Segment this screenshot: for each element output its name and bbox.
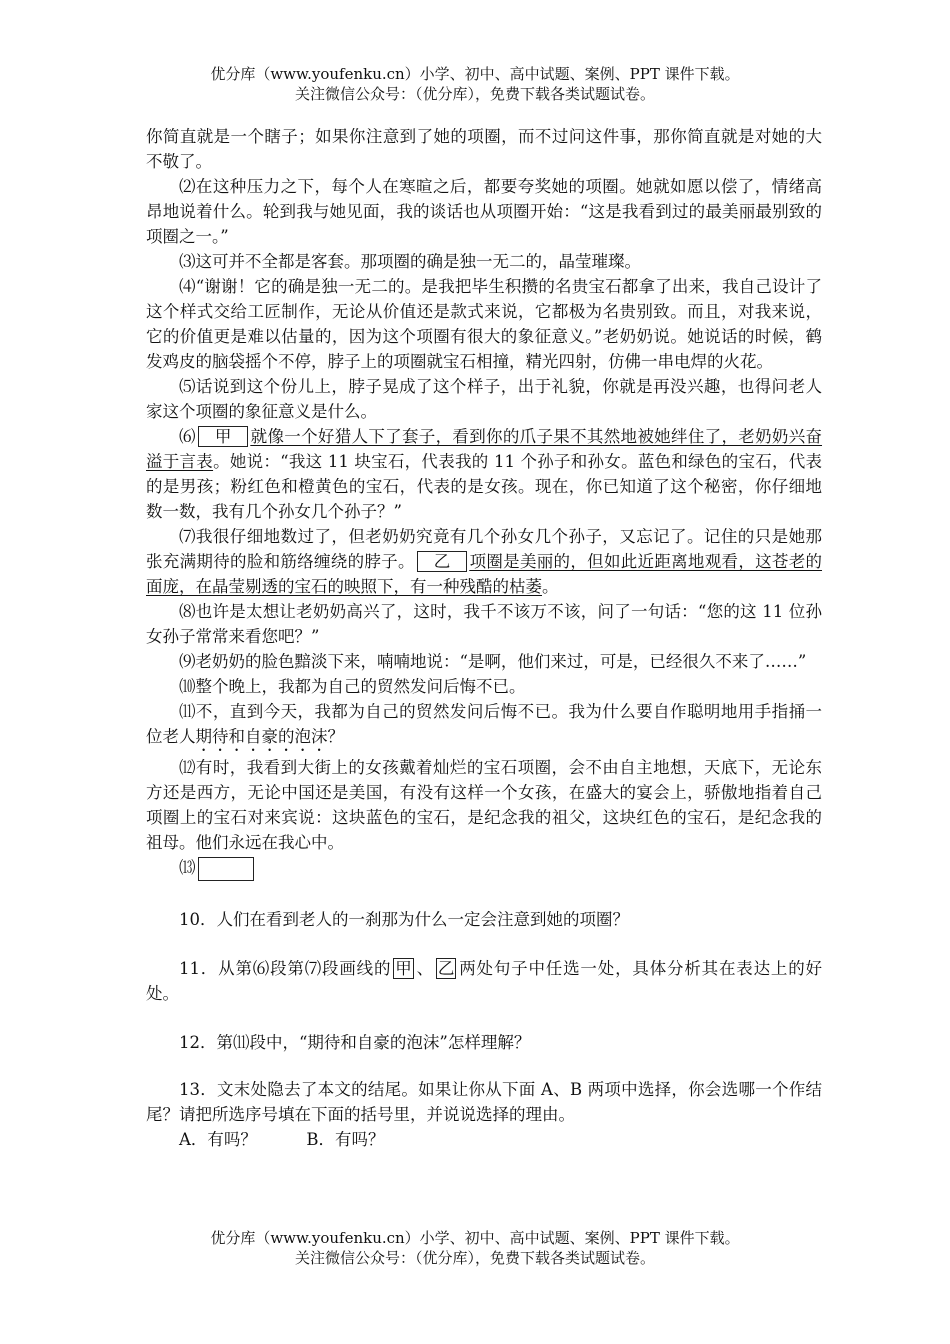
passage-body	[146, 124, 822, 1152]
paragraph-11	[146, 699, 822, 755]
label-box-jia-ref: 甲	[395, 958, 412, 978]
paragraph-9: ⑼老奶奶的脸色黯淡下来，喃喃地说：“是啊，他们来过，可是，已经很久不来了……”	[179, 652, 807, 671]
header-line-1: 优分库（www.youfenku.cn）小学、初中、高中试题、案例、PPT 课件下载。	[210, 65, 740, 83]
paragraph-10: ⑽整个晚上，我都为自己的贸然发问后悔不已。	[179, 677, 526, 696]
question-11-text: 11．从第⑹段第⑺段画线的	[179, 958, 392, 978]
question-13: 13．文末处隐去了本文的结尾。如果让你从下面 A、B 两项中选择，你会选哪一个作结尾？请把所选序号填在下面的括号里，并说说选择的理由。	[146, 1079, 822, 1124]
question-11	[146, 956, 822, 1006]
label-box-yi-ref: 乙	[437, 958, 455, 978]
underlined-sentence-yi: 项圈是美丽的，但如此近距离地观看，这苍老的面庞，在晶莹剔透的宝石的映照下，有一种残酷的枯萎	[146, 552, 823, 596]
paragraph-6	[146, 424, 822, 524]
question-11-rest: 两处句子中任选一处，具体分析其在表达上的好处。	[146, 958, 823, 1003]
paragraph-7-end: 。	[542, 577, 559, 596]
question-13-options: A．有吗？ B．有吗？	[179, 1129, 385, 1149]
footer-line-1: 优分库（www.youfenku.cn）小学、初中、高中试题、案例、PPT 课件下载。	[210, 1229, 740, 1247]
question-11-separator: 、	[415, 958, 434, 978]
paragraph-4: ⑷“谢谢！它的确是独一无二的。是我把毕生积攒的名贵宝石都拿了出来，我自己设计了这个样式交给工匠制作，无论从价值还是款式来说，它都极为名贵别致。而且，对我来说，它的价值更是难以估量的，因为这个项圈有很大的象征意义。”老奶奶说。她说话的时候，鹤发鸡皮的脑袋摇个不停，脖子上的项圈就宝石相撞，精光四射，仿佛一串电焊的火花。	[146, 277, 822, 371]
hidden-ending-box	[198, 857, 254, 881]
paragraph-7	[146, 524, 822, 599]
header-line-2: 关注微信公众号：（优分库），免费下载各类试题试卷。	[294, 85, 655, 103]
paragraph-2: ⑵在这种压力之下，每个人在寒暄之后，都要夸奖她的项圈。她就如愿以偿了，情绪高昂地说着什么。轮到我与她见面，我的谈话也从项圈开始：“这是我看到过的最美丽最别致的项圈之一。”	[146, 177, 822, 246]
paragraph-5: ⑸话说到这个份儿上，脖子晃成了这个样子，出于礼貌，你就是再没兴趣，也得问老人家这个项圈的象征意义是什么。	[146, 377, 822, 421]
label-box-jia: 甲	[198, 426, 249, 447]
paragraph-6-rest: 。她说：“我这 11 块宝石，代表我的 11 个孙子和孙女。蓝色和绿色的宝石，代表的是男孩；粉红色和橙黄色的宝石，代表的是女孩。现在，你已知道了这个秘密，你仔细地数一数，我有几个孙女几个孙子？”	[146, 452, 823, 521]
emphasized-phrase: 期待和自豪的泡沫	[195, 727, 328, 746]
paragraph-7-text: ⑺我很仔细地数过了，但老奶奶究竟有几个孙女几个孙子，又忘记了。记住的只是她那张充满期待的脸和筋络缠绕的脖子。	[146, 527, 822, 571]
paragraph-11-text: ⑾不，直到今天，我都为自己的贸然发问后悔不已。我为什么要自作聪明地用手指捅一位老人	[146, 702, 822, 746]
page-footer	[0, 1228, 950, 1268]
paragraph-12: ⑿有时，我看到大街上的女孩戴着灿烂的宝石项圈，会不由自主地想，天底下，无论东方还是西方，无论中国还是美国，有没有这样一个女孩，在盛大的宴会上，骄傲地指着自己项圈上的宝石对来宾说：这块蓝色的宝石，是纪念我的祖父，这块红色的宝石，是纪念我的祖母。他们永远在我心中。	[146, 758, 822, 852]
paragraph-13	[146, 855, 822, 881]
paragraph-11-end: ？	[327, 727, 344, 746]
page-header	[0, 64, 950, 104]
footer-line-2: 关注微信公众号：（优分库），免费下载各类试题试卷。	[294, 1249, 655, 1267]
paragraph-13-number: ⒀	[179, 858, 196, 877]
paragraph-8: ⑻也许是太想让老奶奶高兴了，这时，我千不该万不该，问了一句话：“您的这 11 位孙女孙子常常来看您吧？”	[146, 602, 822, 646]
paragraph-continued: 你简直就是一个瞎子；如果你注意到了她的项圈，而不过问这件事，那你简直就是对她的大不敬了。	[146, 127, 822, 171]
underlined-sentence-jia: 就像一个好猎人下了套子，看到你的爪子果不其然地被她绊住了，老奶奶兴奋溢于言表	[146, 427, 823, 471]
label-box-yi: 乙	[417, 551, 468, 572]
question-12: 12．第⑾段中，“期待和自豪的泡沫”怎样理解？	[179, 1032, 531, 1052]
paragraph-6-number: ⑹	[179, 427, 196, 446]
question-10: 10．人们在看到老人的一刹那为什么一定会注意到她的项圈？	[179, 909, 629, 929]
paragraph-3: ⑶这可并不全都是客套。那项圈的确是独一无二的，晶莹璀璨。	[179, 252, 641, 271]
